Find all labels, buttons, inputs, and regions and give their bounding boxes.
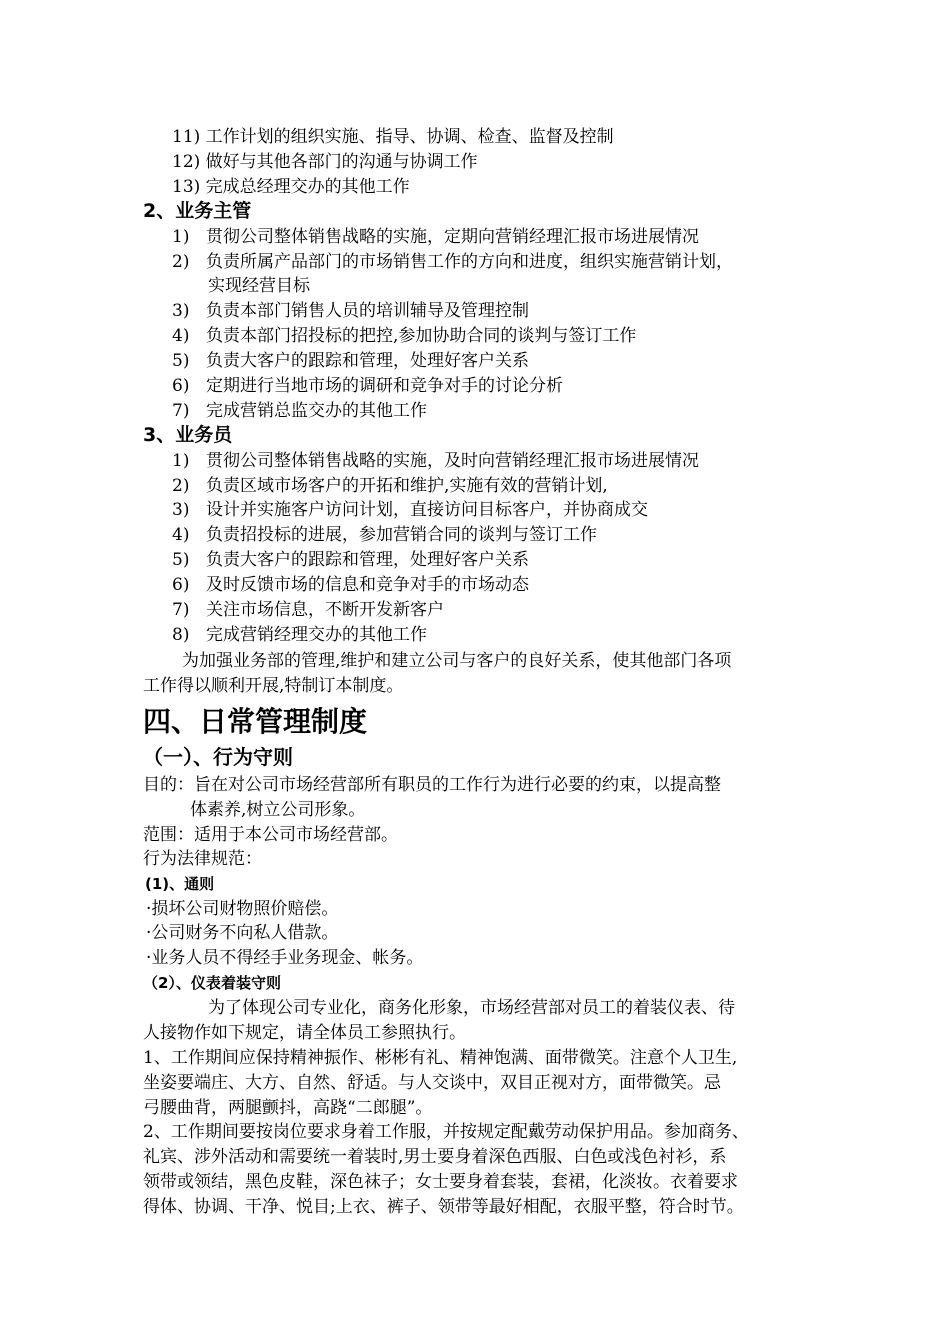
section-heading: 3、业务员 <box>143 424 233 446</box>
paragraph-line: 2、工作期间要按岗位要求身着工作服，并按规定配戴劳动保护用品。参加商务、 <box>143 1122 749 1142</box>
item-text: 贯彻公司整体销售战略的实施，定期向营销经理汇报市场进展情况 <box>206 227 699 247</box>
list-item <box>172 400 427 422</box>
list-item <box>172 226 699 248</box>
list-item <box>172 375 563 397</box>
list-item <box>172 475 608 497</box>
bullet-item: ·业务人员不得经手业务现金、帐务。 <box>146 948 424 968</box>
item-number: 7) <box>172 401 190 421</box>
item-number: 2) <box>172 476 190 496</box>
item-text: 负责所属产品部门的市场销售工作的方向和进度，组织实施营销计划， <box>206 252 733 272</box>
item-number: 3) <box>172 301 190 321</box>
paragraph-line: 人接物作如下规定，请全体员工参照执行。 <box>143 1023 466 1043</box>
item-text: 负责大客户的跟踪和管理，处理好客户关系 <box>206 351 529 371</box>
item-text: 贯彻公司整体销售战略的实施，及时向营销经理汇报市场进展情况 <box>206 451 699 471</box>
item-number: 3) <box>172 500 190 520</box>
paragraph-line: 坐姿要端庄、大方、自然、舒适。与人交谈中，双目正视对方，面带微笑。忌 <box>143 1073 721 1093</box>
item-text: 负责本部门招投标的把控,参加协助合同的谈判与签订工作 <box>206 326 637 346</box>
chapter-title: 四、日常管理制度 <box>143 705 368 738</box>
item-text: 及时反馈市场的信息和竞争对手的市场动态 <box>206 575 529 595</box>
paragraph-line: 1、工作期间应保持精神振作、彬彬有礼、精神饱满、面带微笑。注意个人卫生, <box>143 1048 738 1068</box>
item-number: 6) <box>172 575 190 595</box>
item-text: 设计并实施客户访问计划，直接访问目标客户，并协商成交 <box>206 500 648 520</box>
item-number: 2) <box>172 252 190 272</box>
scope-line: 范围：适用于本公司市场经营部。 <box>143 825 398 845</box>
item-text: 定期进行当地市场的调研和竞争对手的讨论分析 <box>206 376 563 396</box>
list-item <box>172 524 597 546</box>
subsection-heading: （一）、行为守则 <box>143 745 293 769</box>
list-item <box>172 450 699 472</box>
bullet-item: ·损坏公司财物照价赔偿。 <box>146 899 339 919</box>
item-continuation: 实现经营目标 <box>208 276 310 296</box>
item-number: 8) <box>172 625 190 645</box>
list-item <box>172 599 444 621</box>
list-item <box>172 499 648 521</box>
section-heading: 2、业务主管 <box>143 200 252 222</box>
list-item <box>172 300 529 322</box>
list-item <box>172 574 529 596</box>
paragraph-line: 弓腰曲背，两腿颤抖，高跷“二郎腿”。 <box>143 1098 433 1118</box>
item-text: 负责大客户的跟踪和管理，处理好客户关系 <box>206 550 529 570</box>
item-text: 负责区域市场客户的开拓和维护,实施有效的营销计划, <box>206 476 608 496</box>
bullet-item: ·公司财务不向私人借款。 <box>146 923 339 943</box>
item-text: 关注市场信息，不断开发新客户 <box>206 600 444 620</box>
paragraph-line: 目的：旨在对公司市场经营部所有职员的工作行为进行必要的约束，以提高整 <box>143 775 721 795</box>
item-number: 5) <box>172 550 190 570</box>
paragraph-line: 礼宾、涉外活动和需要统一着装时,男士要身着深色西服、白色或浅色衬衫，系 <box>143 1147 727 1167</box>
paragraph-line: 工作得以顺利开展,特制订本制度。 <box>143 676 404 696</box>
norms-line: 行为法律规范： <box>143 849 262 869</box>
item-text: 负责本部门销售人员的培训辅导及管理控制 <box>206 301 529 321</box>
list-item: 13) 完成总经理交办的其他工作 <box>172 177 410 197</box>
item-text: 负责招投标的进展，参加营销合同的谈判与签订工作 <box>206 525 597 545</box>
item-number: 4) <box>172 525 190 545</box>
item-number: 1) <box>172 227 190 247</box>
paragraph-line: 得体、协调、干净、悦目;上衣、裤子、领带等最好相配，衣服平整，符合时节。 <box>143 1197 744 1217</box>
list-item <box>172 350 529 372</box>
item-text: 完成营销总监交办的其他工作 <box>206 401 427 421</box>
item-number: 1) <box>172 451 190 471</box>
list-item <box>172 624 427 646</box>
item-text: 完成营销经理交办的其他工作 <box>206 625 427 645</box>
item-number: 4) <box>172 326 190 346</box>
paragraph-line: 体素养,树立公司形象。 <box>190 800 366 820</box>
rule-heading: （2）、仪表着装守则 <box>143 974 281 992</box>
item-number: 6) <box>172 376 190 396</box>
list-item <box>172 325 636 347</box>
rule-heading: (1)、通则 <box>145 875 215 893</box>
item-number: 5) <box>172 351 190 371</box>
list-item: 11) 工作计划的组织实施、指导、协调、检查、监督及控制 <box>172 127 614 147</box>
item-number: 7) <box>172 600 190 620</box>
paragraph-line: 领带或领结，黑色皮鞋，深色袜子；女士要身着套装，套裙，化淡妆。衣着要求 <box>143 1172 738 1192</box>
list-item: 12) 做好与其他各部门的沟通与协调工作 <box>172 152 478 172</box>
list-item <box>172 549 529 571</box>
paragraph-line: 为加强业务部的管理,维护和建立公司与客户的良好关系，使其他部门各项 <box>182 651 732 671</box>
list-item <box>172 251 733 273</box>
paragraph-line: 为了体现公司专业化，商务化形象，市场经营部对员工的着装仪表、待 <box>208 998 735 1018</box>
